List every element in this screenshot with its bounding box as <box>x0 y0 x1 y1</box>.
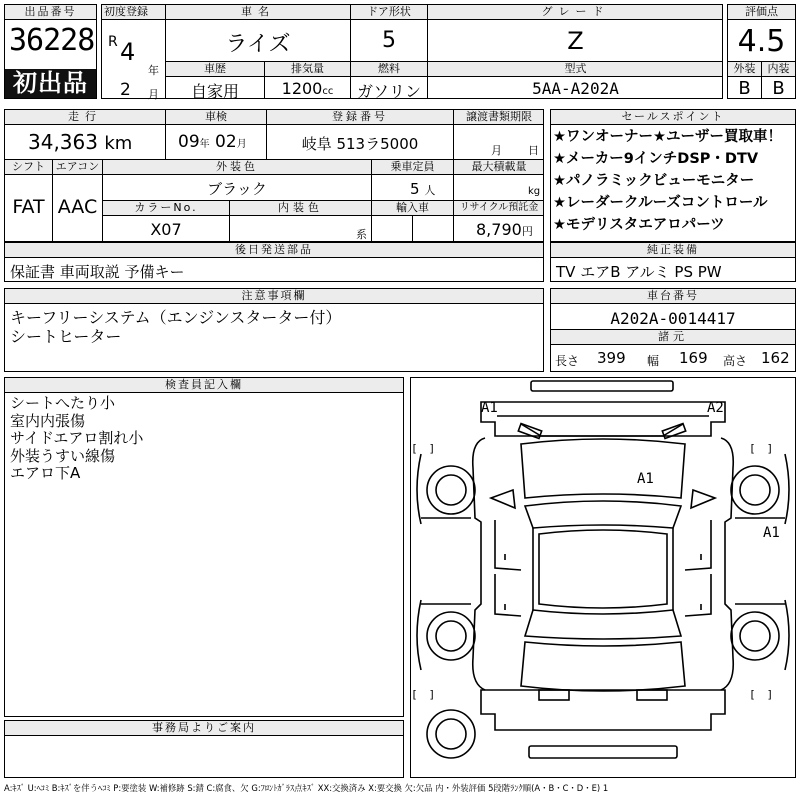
width-label: 幅 <box>647 354 660 368</box>
exterior-color: ブラック <box>207 180 267 198</box>
transfer-label: 譲渡書類期限 <box>466 110 532 123</box>
score-label: 評価点 <box>745 5 778 18</box>
chassis-number: A202A-0014417 <box>610 309 736 328</box>
seats-label: 乗車定員 <box>390 160 435 173</box>
fuel: ガソリン <box>356 82 421 101</box>
length-label: 長さ <box>555 354 580 368</box>
damage-mark: A1 <box>637 471 654 487</box>
mileage-label: 走行 <box>68 110 102 123</box>
grade-label: グレード <box>541 5 610 18</box>
model-label: 型式 <box>564 62 587 75</box>
later-label: 後日発送部品 <box>5 243 543 258</box>
later-items: 保証書 車両取説 予備キー <box>10 263 185 281</box>
car-diagram <box>410 377 796 778</box>
notes-box <box>4 288 544 372</box>
ac-label: エアコン <box>55 160 100 173</box>
legend: A:ｷｽﾞ U:ﾍｺﾐ B:ｷｽﾞを伴うﾍｺﾐ P:要塗装 W:補修跡 S:錆 C:腐食、欠 G:ﾌﾛﾝﾄｶﾞﾗｽ点ｷｽﾞ XX:交換済み X:要交換 欠:欠品 内・外装評価 5段階ﾗﾝｸ順(A・B・C・D・E) 1 <box>4 783 609 793</box>
damage-mark: A1 <box>481 400 498 416</box>
reg-year-unit: 年 <box>148 64 159 77</box>
ext-label: 外装 <box>733 62 756 75</box>
sales-point: ★モデリスタエアロパーツ <box>553 217 725 233</box>
inspector-label: 検査員記入欄 <box>5 378 403 393</box>
sales-point: ★ワンオーナー★ユーザー買取車！ <box>553 129 782 145</box>
sales-point: ★レーダークルーズコントロール <box>553 195 768 211</box>
reg-year: 4 <box>120 38 136 66</box>
inspector-line: シートへたり小 <box>10 394 116 412</box>
name-label: 車名 <box>241 5 275 18</box>
specs-label: 諸元 <box>658 330 688 343</box>
model-code: 5AA-A202A <box>532 79 619 98</box>
first-listing-badge: 初出品 <box>5 69 96 98</box>
damage-mark: A2 <box>707 400 724 416</box>
sales-point: ★パノラミックビューモニター <box>553 173 755 189</box>
seats: 5 人 <box>410 180 436 198</box>
inspector-line: エアロ下A <box>10 464 81 482</box>
standard-equip-box <box>550 242 796 282</box>
inspector-line: サイドエアロ割れ小 <box>10 429 144 447</box>
notes-label: 注意事項欄 <box>5 289 543 304</box>
width: 169 <box>679 349 708 367</box>
intcolor-label: 内装色 <box>278 201 323 214</box>
intcolor-unit: 系 <box>356 228 367 241</box>
transfer-month: 月 <box>491 144 502 157</box>
inspection-expiry: 09年 02月 <box>178 132 247 152</box>
ext-grade: B <box>738 78 751 99</box>
reg-label: 初度登録 <box>104 5 148 18</box>
int-label: 内装 <box>767 62 790 75</box>
note-line: シートヒーター <box>10 327 122 346</box>
mileage: 34,363 km <box>28 130 133 154</box>
score: 4.5 <box>737 24 786 59</box>
shift: FAT <box>12 196 45 218</box>
height: 162 <box>761 349 790 367</box>
chassis-label: 車台番号 <box>551 289 795 304</box>
history: 自家用 <box>190 82 239 101</box>
transfer-day: 日 <box>528 144 539 157</box>
grade: Z <box>567 27 584 55</box>
later-parts-box <box>4 242 544 282</box>
car-name: ライズ <box>225 32 291 57</box>
color-number: X07 <box>150 220 182 239</box>
details-box <box>4 109 544 242</box>
bracket-marker: [ ] <box>411 688 436 701</box>
sales-point: ★メーカー9インチDSP・DTV <box>553 151 759 167</box>
sales-points-box <box>550 109 796 242</box>
load-label: 最大積載量 <box>471 160 527 173</box>
bracket-marker: [ ] <box>411 442 436 455</box>
shift-label: シフト <box>12 160 45 173</box>
plate-number: 岐阜 513ラ5000 <box>301 135 419 153</box>
doors: 5 <box>382 28 396 53</box>
inspector-line: 室内内張傷 <box>10 411 86 430</box>
car-outline <box>411 378 795 777</box>
import-label: 輸入車 <box>396 201 429 214</box>
chassis-box <box>550 288 796 372</box>
displacement: 1200cc <box>281 79 334 98</box>
lot-label: 出品番号 <box>5 5 96 20</box>
recycle-fee: 8,790円 <box>476 220 533 239</box>
load-unit: kg <box>528 186 541 197</box>
lot-box <box>4 4 97 99</box>
disp-label: 排気量 <box>291 62 324 75</box>
doors-label: ドア形状 <box>367 5 411 18</box>
color-label: 外装色 <box>216 160 258 173</box>
standard-items: TV エアB アルミ PS PW <box>556 263 722 281</box>
standard-label: 純正装備 <box>551 243 795 258</box>
sales-label: セールスポイント <box>551 110 795 125</box>
length: 399 <box>597 349 626 367</box>
inspect-label: 車検 <box>205 110 227 123</box>
colorno-label: カラーNo. <box>134 201 198 214</box>
recycle-label: リサイクル預託金 <box>459 202 539 213</box>
bracket-marker: [ ] <box>749 442 774 455</box>
office-box <box>4 720 404 778</box>
history-label: 車歴 <box>204 62 226 75</box>
lot-number: 36228 <box>9 23 95 58</box>
reg-month: 2 <box>120 80 131 100</box>
height-label: 高さ <box>723 354 748 368</box>
damage-mark: A1 <box>763 525 780 541</box>
era: R <box>108 34 118 50</box>
reg-month-unit: 月 <box>148 88 159 101</box>
office-label: 事務局よりご案内 <box>5 721 403 736</box>
inspector-line: 外装うすい線傷 <box>10 446 116 465</box>
note-line: キーフリーシステム（エンジンスターター付） <box>10 308 342 327</box>
plate-label: 登録番号 <box>332 110 388 123</box>
fuel-label: 燃料 <box>378 62 400 75</box>
inspector-box <box>4 377 404 717</box>
int-grade: B <box>772 78 785 99</box>
bracket-marker: [ ] <box>749 688 774 701</box>
ac: AAC <box>57 196 98 218</box>
